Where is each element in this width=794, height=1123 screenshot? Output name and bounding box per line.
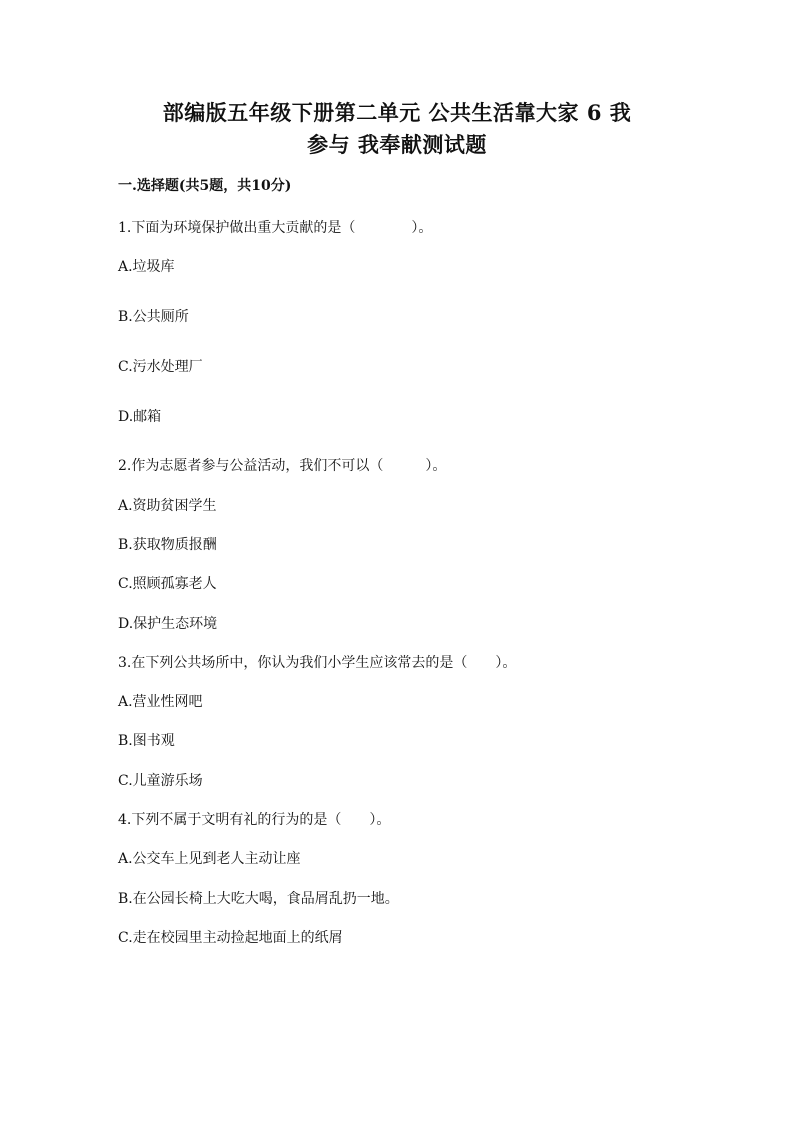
question-1-option-d: D.邮箱 xyxy=(118,409,162,425)
question-3-option-c: C.儿童游乐场 xyxy=(118,773,203,789)
question-2-stem: 2.作为志愿者参与公益活动，我们不可以（ ）。 xyxy=(118,458,447,474)
question-3-option-b: B.图书观 xyxy=(118,733,175,749)
question-1-option-a: A.垃圾库 xyxy=(118,259,175,275)
question-2-option-a: A.资助贫困学生 xyxy=(118,498,217,514)
question-2-option-d: D.保护生态环境 xyxy=(118,616,218,632)
question-4-option-a: A.公交车上见到老人主动让座 xyxy=(118,851,301,867)
question-3-stem: 3.在下列公共场所中，你认为我们小学生应该常去的是（ ）。 xyxy=(118,655,517,671)
document-title-line-1: 部编版五年级下册第二单元 公共生活靠大家 6 我 xyxy=(162,100,632,125)
question-4-stem: 4.下列不属于文明有礼的行为的是（ ）。 xyxy=(118,812,391,828)
question-4-option-c: C.走在校园里主动捡起地面上的纸屑 xyxy=(118,930,343,946)
section-heading: 一.选择题(共5题，共10分) xyxy=(118,178,292,194)
question-2-option-c: C.照顾孤寡老人 xyxy=(118,576,217,592)
question-1-stem: 1.下面为环境保护做出重大贡献的是（ ）。 xyxy=(118,220,433,236)
question-1-option-b: B.公共厕所 xyxy=(118,309,189,325)
question-1-option-c: C.污水处理厂 xyxy=(118,359,203,375)
question-4-option-b: B.在公园长椅上大吃大喝，食品屑乱扔一地。 xyxy=(118,891,399,907)
question-2-option-b: B.获取物质报酬 xyxy=(118,537,217,553)
question-3-option-a: A.营业性网吧 xyxy=(118,694,203,710)
document-title-line-2: 参与 我奉献测试题 xyxy=(307,132,487,157)
